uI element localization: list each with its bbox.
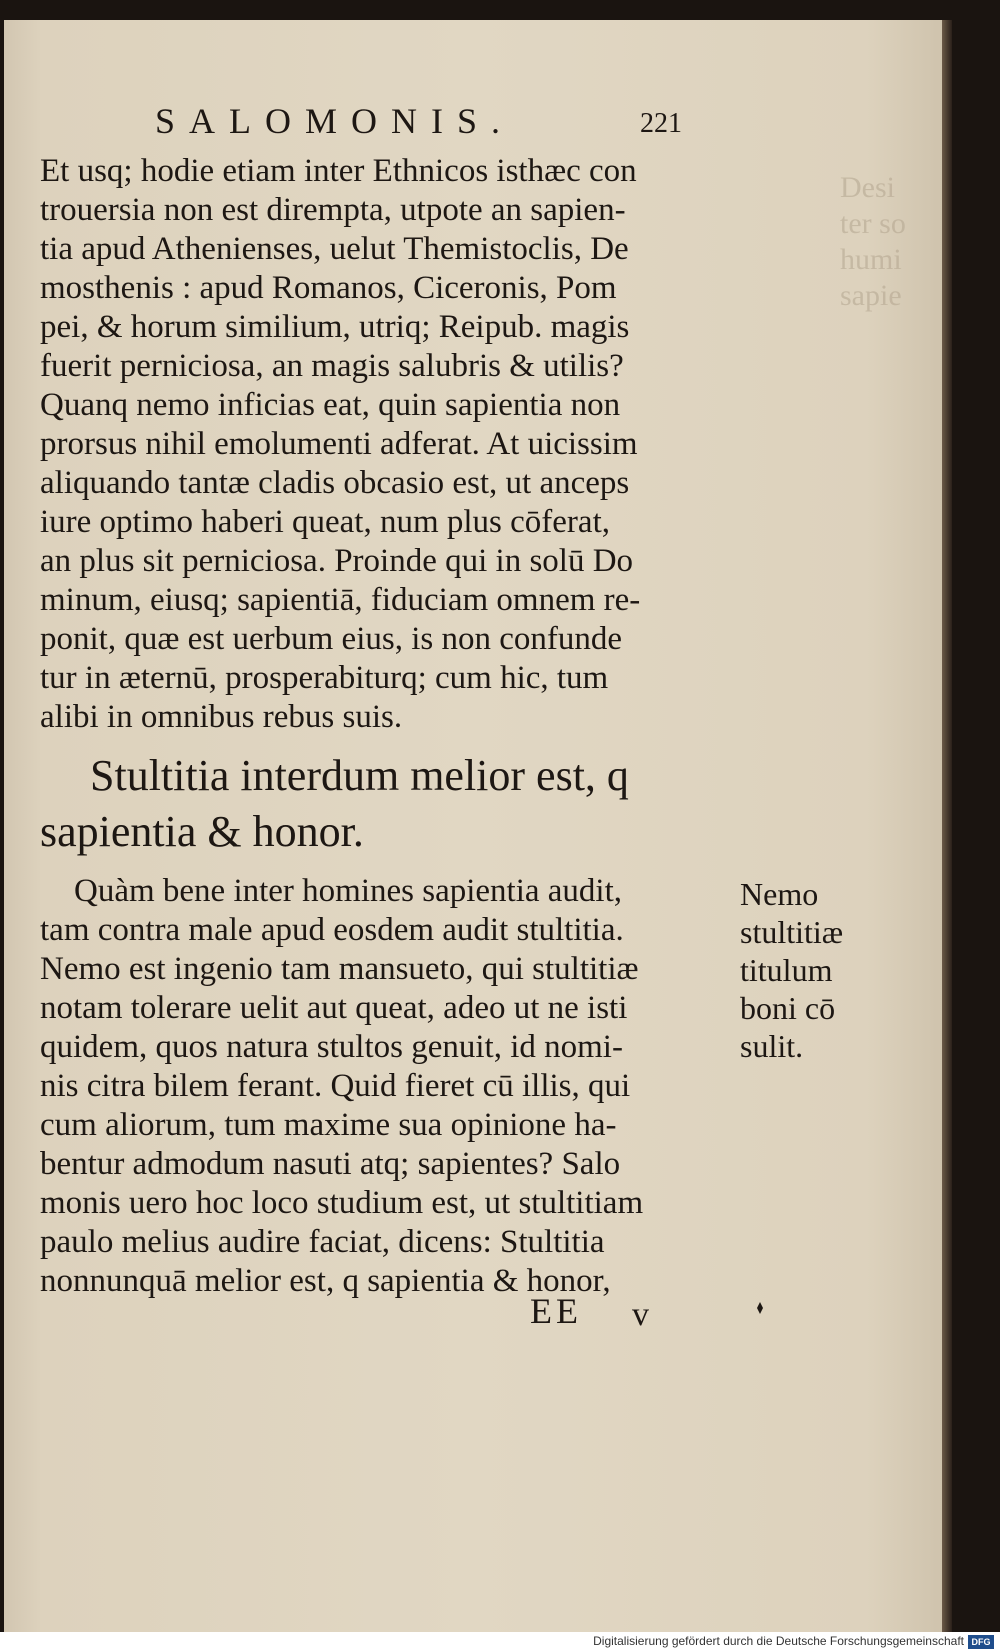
marginal-note-line: sulit.	[740, 1028, 804, 1064]
text-line: trouersia non est dirempta, utpote an sapien-	[40, 192, 626, 228]
marginal-note-line: boni cō	[740, 990, 836, 1026]
text-line: fuerit perniciosa, an magis salubris & utilis?	[40, 348, 624, 384]
text-line: Quanq nemo inficias eat, quin sapientia non	[40, 387, 621, 423]
signature-number: v	[632, 1296, 649, 1333]
show-through-line: sapie	[840, 279, 902, 312]
text-line: alibi in omnibus rebus suis.	[40, 699, 403, 735]
paragraph-1	[40, 152, 730, 737]
text-line: an plus sit perniciosa. Proinde qui in solū Do	[40, 543, 634, 579]
text-line: aliquando tantæ cladis obcasio est, ut anceps	[40, 465, 630, 501]
text-line: tam contra male apud eosdem audit stultitia.	[40, 912, 624, 948]
marginal-note-line: titulum	[740, 952, 833, 988]
page-edge-shadow	[942, 20, 952, 1632]
text-line: notam tolerare uelit aut queat, adeo ut ne isti	[40, 990, 628, 1026]
dfg-logo: DFG	[968, 1635, 994, 1649]
text-line: monis uero hoc loco studium est, ut stultitiam	[40, 1185, 644, 1221]
text-line: nis citra bilem ferant. Quid fieret cū illis, qui	[40, 1068, 631, 1104]
text-line: bentur admodum nasuti atq; sapientes? Salo	[40, 1146, 621, 1182]
paragraph-2	[40, 872, 730, 1301]
text-line: cum aliorum, tum maxime sua opinione ha-	[40, 1107, 617, 1143]
text-line: Quàm bene inter homines sapientia audit,	[74, 873, 623, 909]
text-line: quidem, quos natura stultos genuit, id nomi-	[40, 1029, 623, 1065]
show-through-text	[840, 170, 935, 314]
running-head: SALOMONIS.	[155, 101, 515, 141]
marginal-note	[740, 875, 890, 1065]
text-line: minum, eiusq; sapientiā, fiduciam omnem re-	[40, 582, 641, 618]
show-through-line: ter so	[840, 207, 906, 240]
section-heading	[40, 748, 740, 860]
page-number: 221	[640, 108, 682, 139]
text-line: tur in æternū, prosperabiturq; cum hic, tum	[40, 660, 609, 696]
marginal-note-line: Nemo	[740, 876, 819, 912]
marginal-note-line: stultitiæ	[740, 914, 844, 950]
text-line: paulo melius audire faciat, dicens: Stultitia	[40, 1224, 605, 1260]
text-line: prorsus nihil emolumenti adferat. At uicissim	[40, 426, 638, 462]
text-line: Nemo est ingenio tam mansueto, qui stultitiæ	[40, 951, 639, 987]
fleuron-icon	[754, 1302, 766, 1314]
text-line: iure optimo haberi queat, num plus cōferat,	[40, 504, 610, 540]
heading-line: sapientia & honor.	[40, 807, 364, 856]
text-line: ponit, quæ est uerbum eius, is non confunde	[40, 621, 623, 657]
show-through-line: Desi	[840, 171, 895, 204]
signature-mark: EE	[530, 1291, 582, 1331]
heading-line: Stultitia interdum melior est, q	[90, 751, 629, 800]
text-line: pei, & horum similium, utriq; Reipub. magis	[40, 309, 630, 345]
footer-bar	[0, 1632, 1000, 1652]
text-line: nonnunquā melior est, q sapientia & honor,	[40, 1263, 611, 1299]
text-line: tia apud Athenienses, uelut Themistoclis, De	[40, 231, 629, 267]
funding-credit: Digitalisierung gefördert durch die Deutsche Forschungsgemeinschaft	[593, 1634, 964, 1648]
text-line: Et usq; hodie etiam inter Ethnicos isthæc con	[40, 153, 637, 189]
text-line: mosthenis : apud Romanos, Ciceronis, Pom	[40, 270, 617, 306]
show-through-line: humi	[840, 243, 902, 276]
